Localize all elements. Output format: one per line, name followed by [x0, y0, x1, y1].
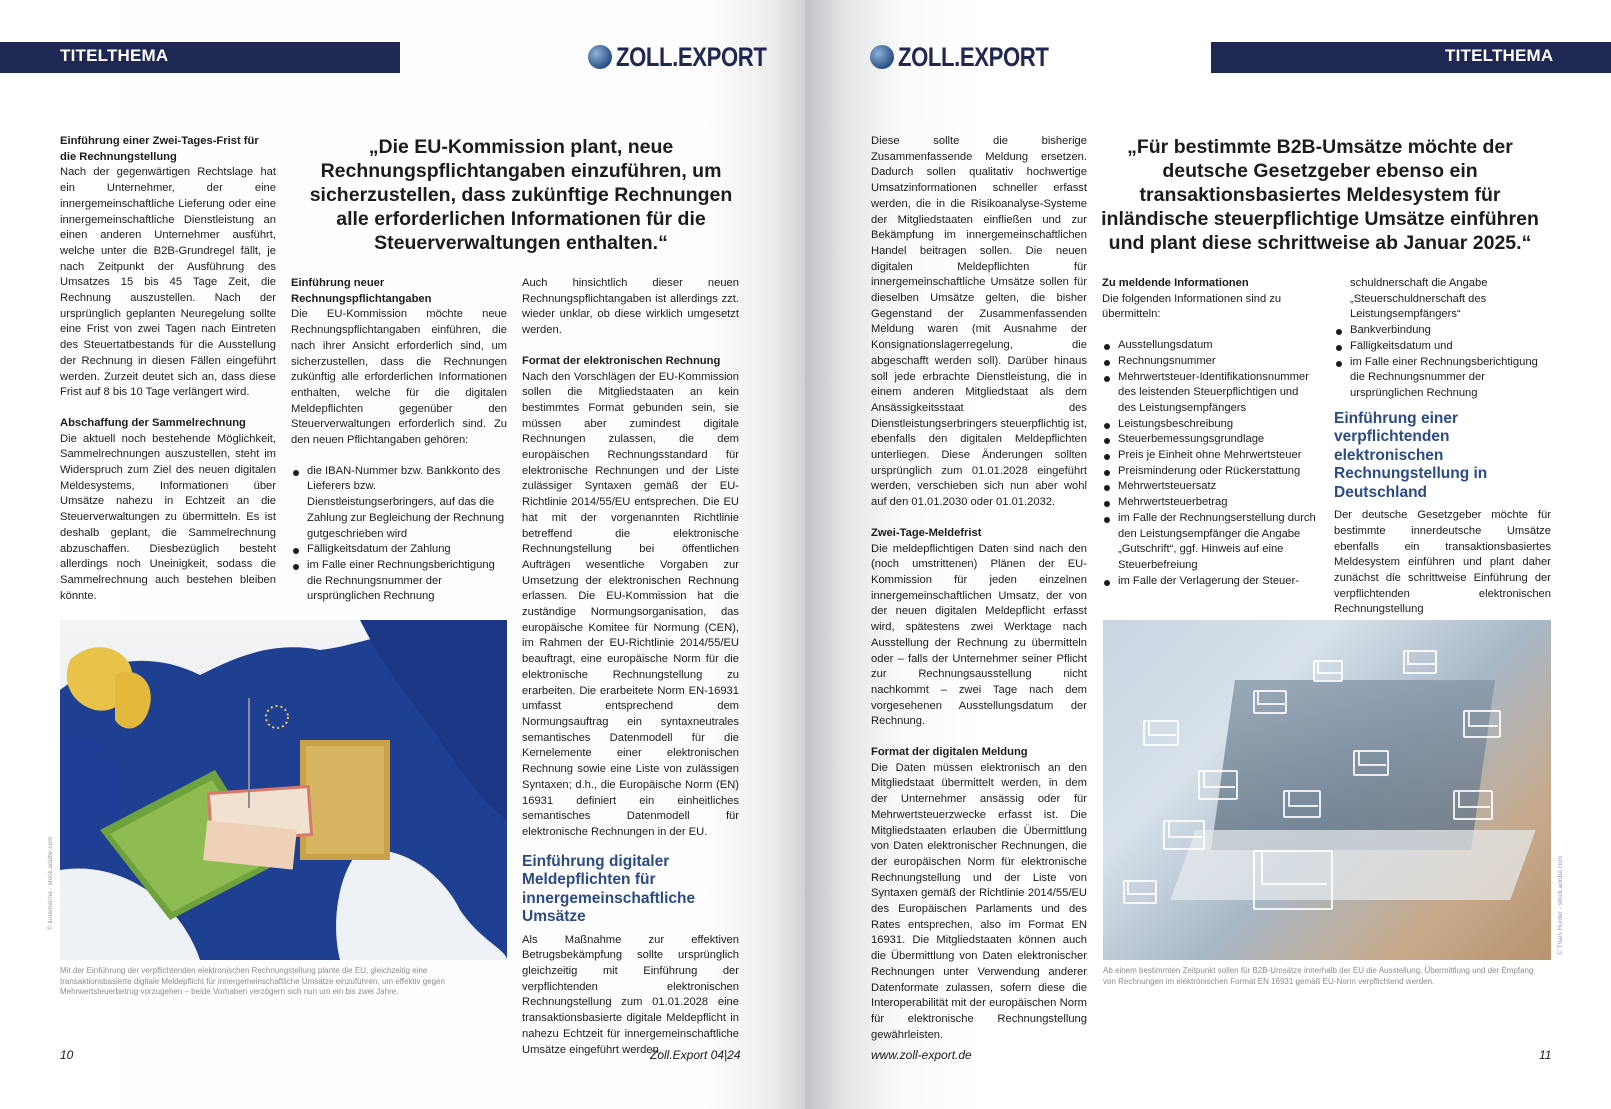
- paragraph: Die Daten müssen elektronisch an den Mitgliedstaat übermittelt werden, in dem der Unternehmer ansässig oder für Mehrwertsteuerzwecke erfasst ist. Die Mitgliedstaaten erlauben die Übermittlung von Daten elektronischer Rechnungen, die der europäischen Norm für elektronische Rechnungstellung und der Liste von Syntaxen gemäß der Richtlinie 2014/55/EU des Europäischen Parlaments und des Rates entsprechen, also im Format EN 16931. Die Mitgliedstaaten können auch die Übermittlung von Daten elektronischer Rechnungen unter Verwendung anderer Datenformate zulassen, sofern diese die Interoperabilität mit der europäischen Norm für elektronische Rechnungstellung gewährleisten.: [871, 761, 1087, 1041]
- list-item: Mehrwertsteuerbetrag: [1102, 495, 1318, 511]
- right-page: [805, 0, 1611, 1109]
- left-page: [0, 0, 805, 1109]
- paragraph: Die meldepflichtigen Daten sind nach den (noch umstrittenen) Plänen der EU-Kommission für jeden einzelnen innergemeinschaftlichen Umsatz, der von der neuen digitalen Meldepflicht erfasst wird, spätestens zwei Werktage nach Ausstellung der Rechnung zu übermitteln oder – falls der Unternehmer seiner Pflicht zur Rechnungsausstellung nicht nachkommt – zwei Tage nach dem vorgesehenen Ausstellungsdatum der Rechnung.: [871, 542, 1087, 728]
- envelope-icon: [1463, 710, 1501, 738]
- eu-flag-icon: [250, 698, 305, 736]
- subheading: Zu meldende Informationen: [1102, 277, 1249, 289]
- subheading: Abschaffung der Sammelrechnung: [60, 416, 246, 429]
- envelope-icon: [1143, 720, 1179, 746]
- list-item: im Falle einer Rechnungsberichtigung die Rechnungsnummer der ursprünglichen Rechnung: [291, 558, 507, 605]
- list-item: Fälligkeitsdatum der Zahlung: [291, 542, 507, 558]
- list-item: die IBAN-Nummer bzw. Bankkonto des Lieferers bzw. Dienstleistungserbringers, auf das die Zahlung zur Begleichung der Rechnung gutgeschrieben wird: [291, 464, 507, 543]
- list-item: Mehrwertsteuer-Identifikationsnummer des leistenden Steuerpflichtigen und des Leistungsempfängers: [1102, 370, 1318, 417]
- subheading: Einführung einer Zwei-Tages-Frist für die Rechnungstellung: [60, 135, 259, 163]
- paragraph: Diese sollte die bisherige Zusammenfassende Meldung ersetzen. Dadurch sollen qualitativ hochwertige Umsatzinformationen schneller erfasst werden, die in die Risikoanalyse-Systeme der Mitgliedstaaten einfließen und zur Bekämpfung im innergemeinschaftlichen Handel beitragen sollen. Die neuen digitalen Meldepflichten für innergemeinschaftliche Umsätze sollen für dieselben Umsätze gelten, die bisher Gegenstand der Zusammenfassenden Meldung waren (mit Ausnahme der Konsignationslagerregelung, die abgeschafft werden soll). Darüber hinaus soll jede erbrachte Dienstleistung, die in einem anderen Mitgliedstaat als dem Ansässigkeitsstaat des Dienstleistungserbringers steuerpflichtig ist, ebenfalls den digitalen Meldepflichten unterliegen. Diese Änderungen sollten ursprünglich zum 01.01.2028 eingeführt werden, verschieben sich nun aber wohl auf den 01.01.2030 oder 01.01.2032.: [871, 135, 1087, 509]
- right-column-1: [871, 134, 1087, 1043]
- information-list-continued: [1334, 323, 1551, 402]
- eu-map-illustration: [60, 620, 507, 960]
- envelope-icon: [1198, 770, 1238, 800]
- left-column-3: [522, 276, 739, 1058]
- magazine-issue: Zoll.Export 04|24: [650, 1048, 741, 1062]
- list-item: Ausstellungsdatum: [1102, 338, 1318, 354]
- list-item: im Falle der Verlagerung der Steuer-: [1102, 574, 1318, 590]
- envelope-icon: [1253, 690, 1287, 714]
- list-item: Rechnungsnummer: [1102, 354, 1318, 370]
- pull-quote: „Die EU-Kommission plant, neue Rechnungspflichtangaben einzuführen, um sicherzustellen, dass zukünftige Rechnungen alle erforderlichen Informationen für die Steuerverwaltungen enthalten.“: [309, 136, 733, 254]
- subheading: Format der digitalen Meldung: [871, 746, 1028, 759]
- list-item: Preis je Einheit ohne Mehrwertsteuer: [1102, 448, 1318, 464]
- section-label: TITELTHEMA: [60, 46, 169, 65]
- paragraph: Die aktuell noch bestehende Möglichkeit, Sammelrechnungen auszustellen, steht im Widerspruch zum Ziel des neuen digitalen Meldesystems, Informationen über Umsätze nahezu in Echtzeit an die Steuerverwaltungen zu übermitteln. Es ist deshalb geplant, die Sammelrechnung abzuschaffen. Diesbezüglich besteht allerdings noch Uneinigkeit, sodass die Sammelrechnung auch bestehen bleiben könnte.: [60, 432, 276, 602]
- envelope-icon: [1283, 790, 1321, 818]
- envelope-icon: [1353, 750, 1389, 776]
- website-url: www.zoll-export.de: [871, 1048, 972, 1062]
- paragraph: Nach den Vorschlägen der EU-Kommission sollen die Mitgliedstaaten an kein bestimmtes Format gebunden sein, sie müssen aber zumindest digitale Rechnungen zulassen, die dem europäischen Rechnungsstandard für elektronische Rechnungen und der Liste zulässiger Syntaxen gemäß der EU-Richtlinie 2014/55/EU entsprechen. Die EU hat mit der vorgenannten Richtlinie betreffend die elektronische Rechnungstellung bei öffentlichen Aufträgen wesentliche Vorgaben zur Umsetzung der elektronischen Rechnung erlassen. Die EU-Kommission hat die zuständige Normungsorganisation, das europäische Komitee für Normung (CEN), im Rahmen der EU-Richtlinie 2014/55/EU beauftragt, eine europäische Norm für die elektronische Rechnungstellung zu erarbeiten. Die erarbeitete Norm EN-16931 umfasst entsprechend dem Normungsauftrag ein syntaxneutrales semantisches Datenmodell für die Kernelemente einer elektronischen Rechnung sowie eine Liste von zulässigen Syntaxen; d.h., die Europäische Norm (EN) 16931 definiert ein einheitliches semantisches Datenmodell für elektronische Rechnungen in der EU.: [522, 370, 739, 838]
- list-item: Preisminderung oder Rückerstattung: [1102, 464, 1318, 480]
- eu-map-photo: [60, 620, 507, 960]
- list-item: Steuerbemessungsgrundlage: [1102, 432, 1318, 448]
- envelope-icon: [1313, 660, 1343, 682]
- subheading: Zwei-Tage-Meldefrist: [871, 526, 982, 539]
- envelope-icon: [1123, 880, 1157, 904]
- list-item: Bankverbindung: [1334, 323, 1551, 339]
- list-item: Leistungsbeschreibung: [1102, 417, 1318, 433]
- subheading: Einführung neuer Rechnungspflichtangaben: [291, 277, 432, 305]
- list-item: im Falle einer Rechnungsberichtigung die Rechnungsnummer der ursprünglichen Rechnung: [1334, 355, 1551, 402]
- right-column-2: [1102, 276, 1318, 589]
- information-list: [1102, 338, 1318, 589]
- page-number: 11: [1539, 1048, 1552, 1062]
- brand-logo: [870, 40, 1082, 74]
- list-item: Fälligkeitsdatum und: [1334, 339, 1551, 355]
- photo-caption: Mit der Einführung der verpflichtenden elektronischen Rechnungstellung plante die EU, gleichzeitig eine transaktionsbasierte digitale Meldepflicht für innergemeinschaftliche Umsätze einzuführen, um effektiv gegen Mehrwertsteuerbetrug vorzugehen – beide Vorhaben verzögern sich nun um ein bis zwei Jahre.: [60, 966, 445, 996]
- list-item: im Falle der Rechnungserstellung durch den Leistungsempfänger die Angabe „Gutschrift“, ggf. Hinweis auf eine Steuerbefreiung: [1102, 511, 1318, 574]
- envelope-icon: [1453, 790, 1493, 820]
- envelope-icon: [1253, 850, 1333, 910]
- list-item: Mehrwertsteuersatz: [1102, 479, 1318, 495]
- paragraph: Nach der gegenwärtigen Rechtslage hat ein Unternehmer, der eine innergemeinschaftliche Lieferung oder eine innergemeinschaftliche Dienstleistung an einen anderen Unternehmer ausführt, welche unter die B2B-Grundregel fällt, je nach Zeitpunkt der Ausführung des Umsatzes 15 bis 45 Tage Zeit, die Rechnung auszustellen. Nach der ursprünglich geplanten Neuregelung sollte eine Frist von zwei Tagen nach Eintreten des Steuertatbestands für die Ausstellung der Rechnung in diesen Fällen eingeführt werden. Zurzeit deutet sich an, dass diese Frist auf 8 bis 10 Tage verlängert wird.: [60, 166, 276, 399]
- left-column-2: [291, 276, 507, 605]
- brand-logo: [588, 40, 800, 74]
- section-heading: Einführung digitaler Meldepflichten für innergemeinschaftliche Umsätze: [522, 852, 696, 926]
- brand-name: ZOLL.EXPORT: [898, 41, 1049, 72]
- paragraph: Die EU-Kommission möchte neue Rechnungspflichtangaben einführen, die nach ihrer Ansicht erforderlich sind, um sicherzustellen, dass die Rechnungen zukünftig alle erforderlichen Informationen enthalten, welche für die digitalen Meldepflichten gegenüber den Steuerverwaltungen erforderlich sind. Zu den neuen Pflichtangaben gehören:: [291, 308, 507, 447]
- brand-name: ZOLL.EXPORT: [616, 41, 767, 72]
- envelope-icon: [1403, 650, 1437, 674]
- pull-quote: „Für bestimmte B2B-Umsätze möchte der deutsche Gesetzgeber ebenso ein transaktionsbasiertes Meldesystem für inländische steuerpflichtige Umsätze einführen und plant diese schrittweise ab Januar 2025.“: [1101, 136, 1539, 254]
- page-number: 10: [60, 1048, 74, 1062]
- paragraph: Der deutsche Gesetzgeber möchte für bestimmte innerdeutsche Umsätze ebenfalls ein transaktionsbasiertes Meldesystem einführen und plant daher zunächst die schrittweise Einführung der verpflichtenden elektronischen Rechnungstellung: [1334, 509, 1551, 616]
- zoll-export-logo-icon: [870, 45, 894, 69]
- paragraph: Als Maßnahme zur effektiven Betrugsbekämpfung sollte ursprünglich gleichzeitig mit Einführung der verpflichtenden elektronischen Rechnungstellung zum 01.01.2028 eine transaktionsbasierte digitale Meldepflicht in nahezu Echtzeit für innergemeinschaftliche Umsätze eingeführt werden.: [522, 933, 739, 1056]
- keyboard-shape: [1170, 830, 1535, 900]
- zoll-export-logo-icon: [588, 45, 612, 69]
- section-label: TITELTHEMA: [1445, 46, 1554, 65]
- photo-credit: © Thaïs Hunter - stock.adobe.com: [1557, 856, 1564, 955]
- photo-credit: © lunamarina - stock.adobe.com: [47, 836, 54, 930]
- paragraph: Auch hinsichtlich dieser neuen Rechnungspflichtangaben ist allerdings zzt. wieder unklar, ob diese wirklich umgesetzt werden.: [522, 277, 739, 337]
- photo-caption: Ab einem bestimmten Zeitpunkt sollen für B2B-Umsätze innerhalb der EU die Ausstellung, Übermittlung und der Empfang von Rechnungen im elektronischen Format EN 16931 gemäß EU-Norm verpflichtend werden.: [1103, 966, 1534, 986]
- right-column-3: [1334, 276, 1551, 618]
- list-continuation: schuldnerschaft die Angabe „Steuerschuldnerschaft des Leistungsempfängers“: [1350, 277, 1488, 321]
- requirements-list: [291, 464, 507, 605]
- left-column-1: [60, 134, 276, 604]
- email-laptop-photo: [1103, 620, 1551, 960]
- paragraph: Die folgenden Informationen sind zu übermitteln:: [1102, 292, 1282, 321]
- envelope-icon: [1163, 820, 1205, 850]
- section-heading: Einführung einer verpflichtenden elektronischen Rechnungstellung in Deutschland: [1334, 409, 1488, 501]
- subheading: Format der elektronischen Rechnung: [522, 354, 721, 367]
